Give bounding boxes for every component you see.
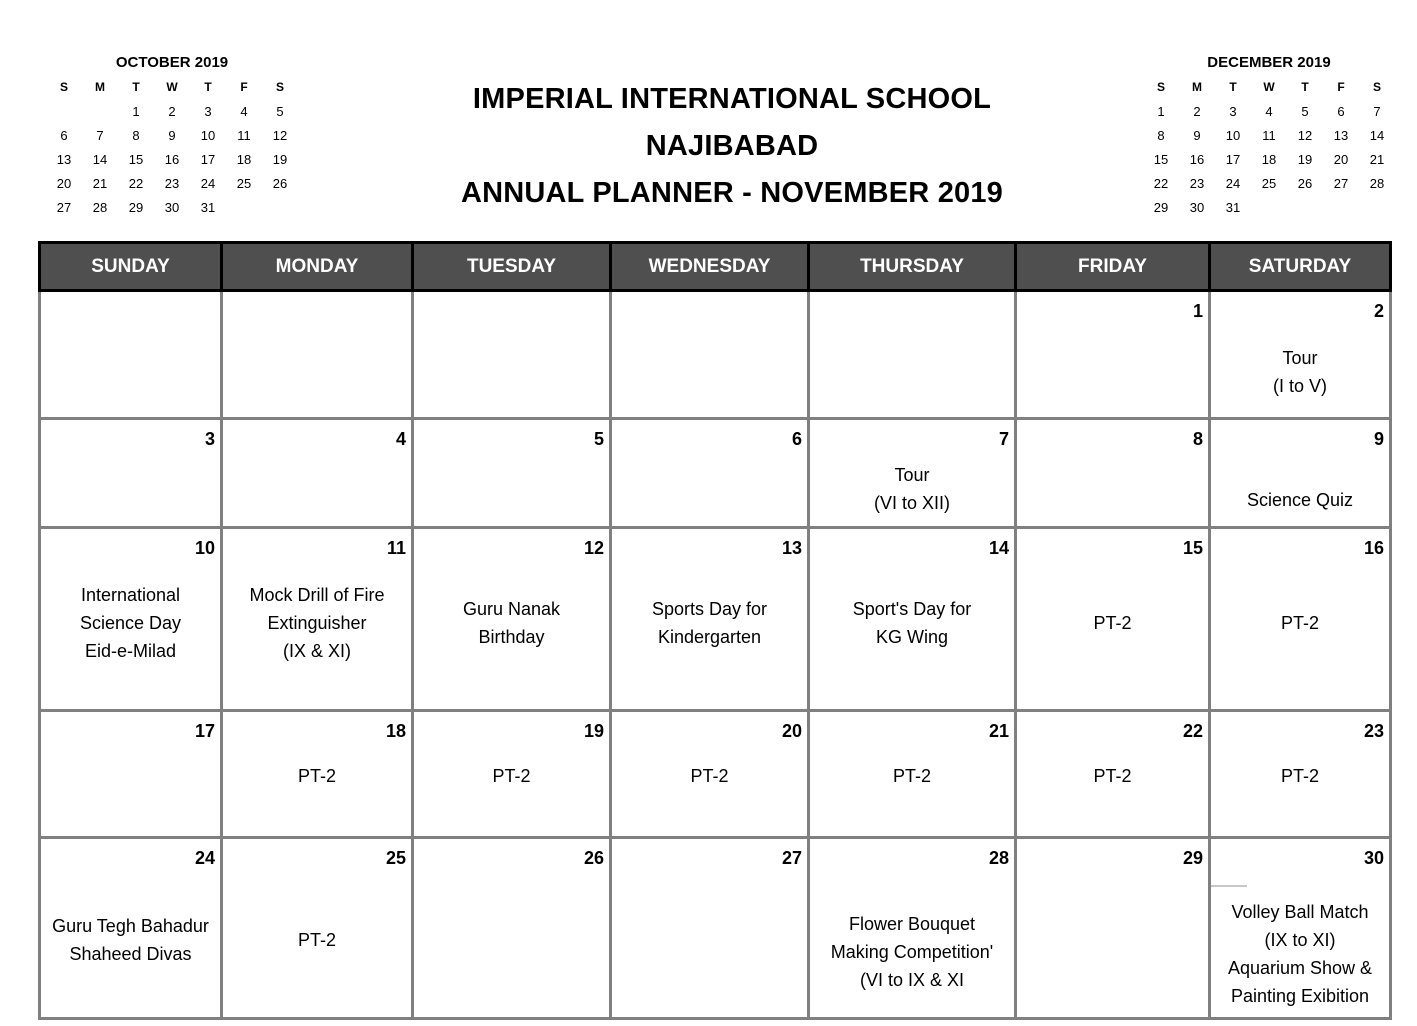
mini-day: 29	[128, 200, 144, 215]
calendar-day-cell	[222, 528, 413, 711]
event-note	[223, 926, 411, 954]
event-note	[810, 910, 1014, 994]
mini-day: 10	[200, 128, 216, 143]
event-note	[1211, 344, 1389, 400]
mini-day: 29	[1153, 200, 1169, 215]
event-note	[1211, 898, 1389, 1010]
event-line: Sport's Day for	[852, 599, 972, 619]
day-number: 10	[194, 538, 215, 558]
mini-day: 22	[128, 176, 144, 191]
event-line: KG Wing	[875, 627, 949, 647]
event-note	[414, 595, 609, 651]
mini-day	[1323, 196, 1359, 220]
event-line: PT-2	[1093, 766, 1132, 786]
day-number: 24	[194, 848, 215, 868]
month-calendar	[38, 241, 1392, 1020]
calendar-day-cell	[611, 838, 809, 1019]
weekday-header: WEDNESDAY	[611, 243, 809, 291]
calendar-day-cell	[1016, 419, 1210, 528]
event-line: PT-2	[892, 766, 931, 786]
event-note	[41, 912, 220, 968]
divider-line	[1211, 885, 1247, 887]
event-line: Science Day	[79, 613, 182, 633]
day-number: 23	[1363, 721, 1384, 741]
mini-day: 24	[1225, 176, 1241, 191]
school-name: IMPERIAL INTERNATIONAL SCHOOL	[472, 83, 992, 115]
mini-weekday: S	[1372, 80, 1381, 94]
mini-day: 11	[1262, 128, 1276, 143]
calendar-day-cell	[809, 838, 1016, 1019]
mini-day: 10	[1225, 128, 1241, 143]
calendar-day-cell	[40, 419, 222, 528]
event-line: Flower Bouquet	[848, 914, 976, 934]
mini-day: 25	[1261, 176, 1277, 191]
mini-day: 28	[92, 200, 108, 215]
event-note	[1211, 486, 1389, 514]
planner-title: ANNUAL PLANNER - NOVEMBER 2019	[460, 177, 1004, 209]
event-line: (IX to XI)	[1264, 930, 1336, 950]
mini-day	[1359, 196, 1395, 220]
calendar-day-cell	[222, 711, 413, 838]
event-note	[41, 581, 220, 665]
day-number: 26	[583, 848, 604, 868]
mini-day: 24	[200, 176, 216, 191]
mini-day: 27	[1333, 176, 1349, 191]
mini-calendar-october	[46, 52, 298, 220]
mini-day: 21	[1369, 152, 1385, 167]
day-number: 17	[194, 721, 215, 741]
day-number: 18	[385, 721, 406, 741]
calendar-day-cell	[40, 528, 222, 711]
mini-day: 19	[272, 152, 288, 167]
event-line: (IX & XI)	[282, 641, 351, 661]
weekday-header-row	[40, 243, 1391, 291]
weekday-header: SATURDAY	[1210, 243, 1391, 291]
mini-day: 6	[60, 128, 68, 143]
calendar-day-cell	[809, 711, 1016, 838]
weekday-header: MONDAY	[222, 243, 413, 291]
calendar-week-row	[40, 838, 1391, 1019]
mini-day: 18	[1261, 152, 1277, 167]
calendar-day-cell	[809, 291, 1016, 419]
day-number: 20	[781, 721, 802, 741]
calendar-day-cell	[413, 419, 611, 528]
calendar-day-cell	[611, 291, 809, 419]
calendar-day-cell	[413, 711, 611, 838]
mini-day: 20	[56, 176, 72, 191]
mini-weekday: T	[1301, 80, 1309, 94]
day-number: 30	[1363, 848, 1384, 868]
mini-day: 8	[132, 128, 140, 143]
event-line: (VI to IX & XI	[859, 970, 965, 990]
mini-day	[226, 196, 262, 220]
calendar-day-cell	[40, 838, 222, 1019]
day-number: 8	[1192, 429, 1203, 449]
event-note	[810, 762, 1014, 790]
mini-day: 15	[128, 152, 144, 167]
calendar-day-cell	[611, 419, 809, 528]
weekday-header: THURSDAY	[809, 243, 1016, 291]
day-number: 25	[385, 848, 406, 868]
city-name: NAJIBABAD	[645, 130, 819, 162]
event-note	[414, 762, 609, 790]
day-number: 2	[1373, 301, 1384, 321]
mini-day: 6	[1337, 104, 1345, 119]
calendar-day-cell	[222, 419, 413, 528]
event-line: International	[80, 585, 181, 605]
event-line: Eid-e-Milad	[84, 641, 177, 661]
event-line: Mock Drill of Fire	[249, 585, 385, 605]
calendar-day-cell	[413, 528, 611, 711]
event-line: PT-2	[1280, 766, 1319, 786]
event-line: Shaheed Divas	[69, 944, 192, 964]
event-line: PT-2	[297, 766, 336, 786]
calendar-day-cell	[1210, 838, 1391, 1019]
event-line: Tour	[894, 465, 930, 485]
day-number: 28	[988, 848, 1009, 868]
calendar-week-row	[40, 291, 1391, 419]
mini-weekday: M	[1192, 80, 1202, 94]
event-line: Extinguisher	[267, 613, 367, 633]
calendar-day-cell	[809, 528, 1016, 711]
mini-day	[1251, 196, 1287, 220]
event-line: (I to V)	[1272, 376, 1327, 396]
calendar-day-cell	[40, 291, 222, 419]
mini-day: 31	[1225, 200, 1241, 215]
event-note	[1017, 762, 1208, 790]
mini-weekday: F	[240, 80, 248, 94]
day-number: 15	[1182, 538, 1203, 558]
mini-day: 3	[1229, 104, 1237, 119]
calendar-day-cell	[1210, 419, 1391, 528]
calendar-day-cell	[1016, 711, 1210, 838]
calendar-day-cell	[222, 291, 413, 419]
calendar-week-row	[40, 419, 1391, 528]
day-number: 6	[791, 429, 802, 449]
event-note	[810, 461, 1014, 517]
mini-day: 9	[1193, 128, 1201, 143]
event-line: PT-2	[1093, 613, 1132, 633]
mini-day: 17	[1225, 152, 1241, 167]
day-number: 16	[1363, 538, 1384, 558]
mini-day: 31	[200, 200, 216, 215]
day-number: 7	[998, 429, 1009, 449]
event-line: PT-2	[1280, 613, 1319, 633]
event-line: Guru Nanak	[462, 599, 561, 619]
calendar-day-cell	[1210, 291, 1391, 419]
mini-weekday: T	[132, 80, 140, 94]
mini-day: 20	[1333, 152, 1349, 167]
event-note	[810, 595, 1014, 651]
event-line: Kindergarten	[657, 627, 762, 647]
calendar-week-row	[40, 711, 1391, 838]
mini-weekday: S	[1156, 80, 1165, 94]
day-number: 5	[593, 429, 604, 449]
calendar-day-cell	[1016, 291, 1210, 419]
mini-weekday: S	[59, 80, 68, 94]
event-line: PT-2	[297, 930, 336, 950]
mini-day: 11	[237, 128, 251, 143]
mini-day: 19	[1297, 152, 1313, 167]
mini-day: 26	[272, 176, 288, 191]
mini-weekday: F	[1337, 80, 1345, 94]
day-number: 13	[781, 538, 802, 558]
planner-header	[432, 76, 1032, 217]
event-line: (VI to XII)	[873, 493, 951, 513]
calendar-day-cell	[611, 711, 809, 838]
mini-day: 16	[164, 152, 180, 167]
mini-day: 3	[204, 104, 212, 119]
mini-day: 25	[236, 176, 252, 191]
day-number: 1	[1192, 301, 1203, 321]
event-line: Sports Day for	[651, 599, 768, 619]
calendar-day-cell	[1016, 838, 1210, 1019]
weekday-header: SUNDAY	[40, 243, 222, 291]
mini-day: 14	[1369, 128, 1385, 143]
calendar-day-cell	[809, 419, 1016, 528]
day-number: 21	[988, 721, 1009, 741]
event-note	[612, 762, 807, 790]
mini-day: 15	[1153, 152, 1169, 167]
mini-day: 4	[1265, 104, 1273, 119]
mini-day: 7	[96, 128, 104, 143]
event-note	[612, 595, 807, 651]
mini-day: 18	[236, 152, 252, 167]
event-line: Making Competition'	[830, 942, 994, 962]
event-line: Volley Ball Match	[1231, 902, 1369, 922]
mini-day: 7	[1373, 104, 1381, 119]
mini-day: 26	[1297, 176, 1313, 191]
day-number: 27	[781, 848, 802, 868]
mini-day	[1287, 196, 1323, 220]
day-number: 19	[583, 721, 604, 741]
weekday-header: FRIDAY	[1016, 243, 1210, 291]
day-number: 9	[1373, 429, 1384, 449]
day-number: 12	[583, 538, 604, 558]
mini-day: 2	[1193, 104, 1201, 119]
mini-day: 5	[276, 104, 284, 119]
mini-day: 30	[164, 200, 180, 215]
day-number: 3	[204, 429, 215, 449]
mini-day: 8	[1157, 128, 1165, 143]
mini-weekday: S	[275, 80, 284, 94]
mini-day: 5	[1301, 104, 1309, 119]
mini-calendar-title: DECEMBER 2019	[1207, 54, 1331, 71]
mini-weekday: W	[166, 80, 178, 94]
mini-weekday: W	[1263, 80, 1275, 94]
mini-day: 28	[1369, 176, 1385, 191]
mini-day: 1	[1157, 104, 1165, 119]
event-note	[223, 581, 411, 665]
mini-day	[46, 100, 82, 124]
event-line: Science Quiz	[1246, 490, 1354, 510]
event-line: Guru Tegh Bahadur	[52, 916, 209, 936]
calendar-day-cell	[222, 838, 413, 1019]
calendar-day-cell	[1210, 528, 1391, 711]
event-note	[223, 762, 411, 790]
mini-day: 4	[240, 104, 248, 119]
mini-day: 23	[1189, 176, 1205, 191]
event-note	[1211, 609, 1389, 637]
mini-weekday: T	[1229, 80, 1237, 94]
mini-day: 12	[272, 128, 288, 143]
event-line: Aquarium Show &	[1227, 958, 1373, 978]
day-number: 14	[988, 538, 1009, 558]
mini-weekday: T	[204, 80, 212, 94]
calendar-day-cell	[1016, 528, 1210, 711]
event-line: PT-2	[690, 766, 729, 786]
mini-day	[262, 196, 298, 220]
mini-day	[82, 100, 118, 124]
mini-day: 30	[1189, 200, 1205, 215]
mini-calendar-grid	[1143, 74, 1395, 220]
mini-day: 16	[1189, 152, 1205, 167]
mini-weekday: M	[95, 80, 105, 94]
calendar-day-cell	[611, 528, 809, 711]
event-line: Painting Exibition	[1230, 986, 1370, 1006]
calendar-day-cell	[413, 838, 611, 1019]
event-note	[1211, 762, 1389, 790]
mini-day: 2	[168, 104, 176, 119]
calendar-day-cell	[413, 291, 611, 419]
day-number: 4	[395, 429, 406, 449]
mini-day: 13	[56, 152, 72, 167]
day-number: 29	[1182, 848, 1203, 868]
event-line: PT-2	[492, 766, 531, 786]
mini-day: 14	[92, 152, 108, 167]
mini-day: 12	[1297, 128, 1313, 143]
calendar-day-cell	[1210, 711, 1391, 838]
mini-day: 23	[164, 176, 180, 191]
calendar-day-cell	[40, 711, 222, 838]
event-line: Tour	[1282, 348, 1318, 368]
mini-calendar-december	[1143, 52, 1395, 220]
mini-day: 17	[200, 152, 216, 167]
mini-calendar-grid	[46, 74, 298, 220]
event-note	[1017, 609, 1208, 637]
day-number: 22	[1182, 721, 1203, 741]
mini-day: 9	[168, 128, 176, 143]
mini-day: 22	[1153, 176, 1169, 191]
mini-day: 1	[132, 104, 140, 119]
mini-day: 21	[92, 176, 108, 191]
event-line: Birthday	[478, 627, 545, 647]
mini-day: 13	[1333, 128, 1349, 143]
mini-day: 27	[56, 200, 72, 215]
day-number: 11	[386, 538, 406, 558]
mini-calendar-title: OCTOBER 2019	[115, 54, 229, 71]
calendar-week-row	[40, 528, 1391, 711]
weekday-header: TUESDAY	[413, 243, 611, 291]
